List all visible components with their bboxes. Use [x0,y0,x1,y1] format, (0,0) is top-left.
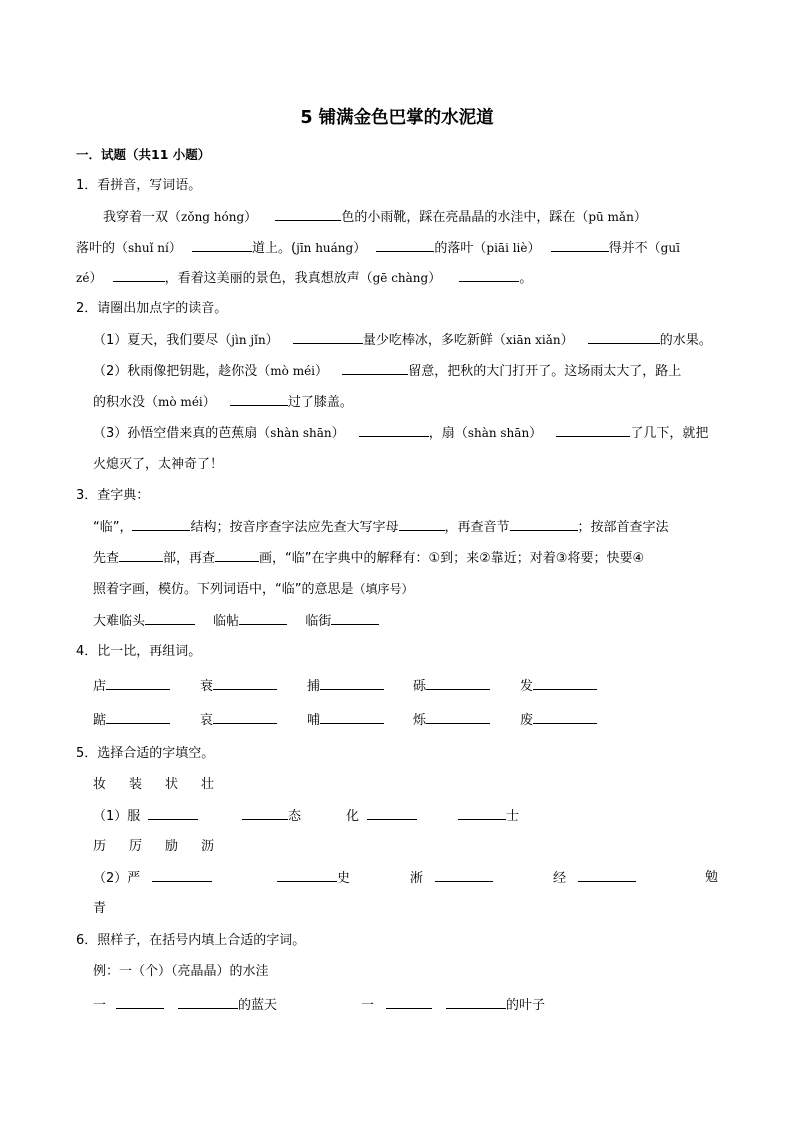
char-option: 妆 [93,777,107,792]
text: 先查 [93,551,120,566]
answer-blank[interactable] [556,423,630,437]
text: 一 [361,998,375,1013]
q1-line-2 [76,238,680,259]
q2-item-1 [93,330,712,351]
text: ，看着这美丽的景色，我真想放声（ [164,271,373,286]
q1-heading: 1．看拼音，写词语。 [76,178,202,193]
q2-item-3-cont: 火熄灭了，太神奇了！ [93,457,224,472]
answer-blank[interactable] [113,268,165,282]
text: 士 [506,809,520,824]
text: ） [315,364,329,379]
answer-blank[interactable] [239,611,287,625]
fill-item [277,868,350,889]
text: 色的小雨靴，踩在亮晶晶的水洼中，踩在（ [341,210,589,225]
answer-blank[interactable] [533,676,597,690]
q4-row-1 [93,676,693,696]
char-option: 沥 [201,839,215,854]
word-item [200,710,277,731]
q1-line-3 [76,268,532,289]
text: 道上。( [252,241,297,256]
text: ） [331,426,345,441]
q2-item-2-cont [93,392,353,413]
fill-item [93,806,198,827]
text: 留意，把秋的大门打开了。这场雨太大了，路上 [408,364,682,379]
text: 的积水没（ [93,395,159,410]
answer-blank[interactable] [426,710,490,724]
text: 经 [553,871,567,886]
answer-blank[interactable] [435,868,493,882]
text: ，扇（ [428,426,468,441]
text: 史 [337,871,351,886]
word-item [93,676,170,697]
text: ） [428,271,442,286]
char: 砾 [413,679,427,694]
pinyin: pū mǎn [588,210,634,224]
word-item [307,710,384,731]
text: ） [89,271,103,286]
answer-blank[interactable] [178,995,238,1009]
text: 照着字画，模仿。下列词语中，“临”的意思是 [93,582,354,597]
answer-blank[interactable] [359,423,429,437]
answer-blank[interactable] [106,676,170,690]
text: 的蓝天 [238,998,278,1013]
word: 临帖 [213,614,240,629]
pinyin: shàn shān [270,426,332,440]
answer-blank[interactable] [320,676,384,690]
char-option: 壮 [201,777,215,792]
text: 我穿着一双（ [103,210,182,225]
text: 化 [346,809,360,824]
page-title: 5 铺满金色巴掌的水泥道 [300,108,494,128]
section-heading: 一．试题（共11 小题） [76,147,211,162]
char: 衰 [200,679,214,694]
word-item [520,676,597,697]
text: 了几下，就把 [630,426,709,441]
answer-blank[interactable] [426,676,490,690]
fill-item [242,806,301,827]
text: 的叶子 [506,998,546,1013]
pinyin: piāi liè [486,241,528,255]
word-item [413,710,490,731]
text: （2）严 [93,871,141,886]
q3-line-2 [93,548,644,569]
text: ） [202,395,216,410]
pinyin: zǒng hóng [181,210,245,224]
answer-blank[interactable] [578,868,636,882]
pinyin: zé [76,271,90,285]
text: 一 [93,998,107,1013]
answer-blank[interactable] [459,268,519,282]
q6-heading: 6．照样子，在括号内填上合适的字词。 [76,933,306,948]
answer-blank[interactable] [230,392,288,406]
text: 态 [288,809,302,824]
q6-example: 例：一（个）（亮晶晶）的水洼 [93,964,269,979]
text: 得并不（ [608,241,661,256]
answer-blank[interactable] [215,548,259,562]
text: ） [353,241,367,256]
word-item [307,676,384,697]
text: ） [527,241,541,256]
text: 。 [519,271,533,286]
word-item [93,710,170,731]
q3-line-3 [93,579,414,600]
text: 的水果。 [659,333,712,348]
pinyin: shàn shān [467,426,530,440]
text: ） [633,210,647,225]
answer-blank[interactable] [145,611,195,625]
char: 踮 [93,713,107,728]
word: 临街 [305,614,332,629]
q3-line-1 [93,517,669,538]
text: 落叶的（ [76,241,129,256]
answer-blank[interactable] [119,548,163,562]
fill-item [346,806,417,827]
pinyin: mò méi [270,364,316,378]
text: 的落叶（ [434,241,487,256]
answer-blank[interactable] [277,868,337,882]
answer-blank[interactable] [342,361,408,375]
q3-words [93,611,379,632]
text: ） [560,333,574,348]
q5-chars-1 [93,775,293,795]
q5-part-2-cont: 青 [93,901,107,916]
text: （2）秋雨像把钥匙，趁你没（ [93,364,271,379]
pinyin: jīn huáng [296,241,354,255]
q5-part-2 [93,868,723,888]
answer-blank[interactable] [192,238,252,252]
fill-item [553,868,636,889]
pinyin: guī [660,241,680,255]
answer-blank[interactable] [331,611,379,625]
text: 画，“临”在字典中的解释有：①到；来②靠近；对着③将要；快要④ [259,551,645,566]
pinyin: gē chàng [372,271,429,285]
char-option: 励 [165,839,179,854]
char: 捕 [307,679,321,694]
word: 大难临头 [93,614,146,629]
answer-blank[interactable] [533,710,597,724]
answer-blank[interactable] [386,995,432,1009]
text: ，再查音节 [444,520,510,535]
answer-blank[interactable] [213,676,277,690]
answer-blank[interactable] [275,207,341,221]
text: 勉 [705,870,719,885]
answer-blank[interactable] [446,995,506,1009]
char: 发 [520,679,534,694]
char: 哀 [200,713,214,728]
pinyin: jìn jǐn [231,333,266,347]
text: “临”， [93,520,133,535]
text: ） [265,333,279,348]
fill-item [361,995,545,1016]
fill-item [410,868,493,889]
answer-blank[interactable] [376,238,434,252]
text: 过了膝盖。 [287,395,353,410]
q5-part-1 [93,806,723,826]
answer-blank[interactable] [367,806,417,820]
text: （填序号） [353,582,414,596]
answer-blank[interactable] [152,868,212,882]
pinyin: shuǐ ní [128,241,169,255]
answer-blank[interactable] [320,710,384,724]
q2-item-2 [93,361,681,382]
q4-heading: 4．比一比，再组词。 [76,644,202,659]
answer-blank[interactable] [293,330,363,344]
text: （1）服 [93,809,141,824]
q6-line [93,995,713,1015]
q2-heading: 2．请圈出加点字的读音。 [76,301,228,316]
answer-blank[interactable] [588,330,660,344]
text: ） [168,241,182,256]
answer-blank[interactable] [399,517,445,531]
answer-blank[interactable] [148,806,198,820]
answer-blank[interactable] [213,710,277,724]
char: 店 [93,679,107,694]
answer-blank[interactable] [510,517,578,531]
pinyin: mò méi [158,395,203,409]
fill-item [93,868,212,889]
text: ；按部首查字法 [577,520,669,535]
answer-blank[interactable] [116,995,164,1009]
text: ） [529,426,543,441]
text: ） [244,210,258,225]
text: 部，再查 [163,551,216,566]
q2-item-3 [93,423,708,444]
char-option: 状 [165,777,179,792]
char-option: 历 [93,839,107,854]
word-item [413,676,490,697]
fill-item [93,995,277,1016]
answer-blank[interactable] [242,806,288,820]
text: 量少吃棒冰，多吃新鲜（ [362,333,506,348]
q1-line-1 [103,207,647,228]
text: 淅 [410,871,424,886]
char: 哺 [307,713,321,728]
char: 烁 [413,713,427,728]
answer-blank[interactable] [551,238,609,252]
word-item [520,710,597,731]
fill-item [458,806,519,827]
text: 结构；按音序查字法应先查大写字母 [190,520,399,535]
answer-blank[interactable] [106,710,170,724]
text: （1）夏天，我们要尽（ [93,333,232,348]
q5-chars-2 [93,837,293,857]
q4-row-2 [93,710,693,730]
q3-heading: 3．查字典： [76,488,150,503]
word-item [200,676,277,697]
char: 废 [520,713,534,728]
char-option: 装 [129,777,143,792]
char-option: 厉 [129,839,143,854]
answer-blank[interactable] [458,806,506,820]
q5-heading: 5．选择合适的字填空。 [76,746,215,761]
pinyin: xiān xiǎn [505,333,561,347]
text: （3）孙悟空借来真的芭蕉扇（ [93,426,271,441]
answer-blank[interactable] [132,517,190,531]
